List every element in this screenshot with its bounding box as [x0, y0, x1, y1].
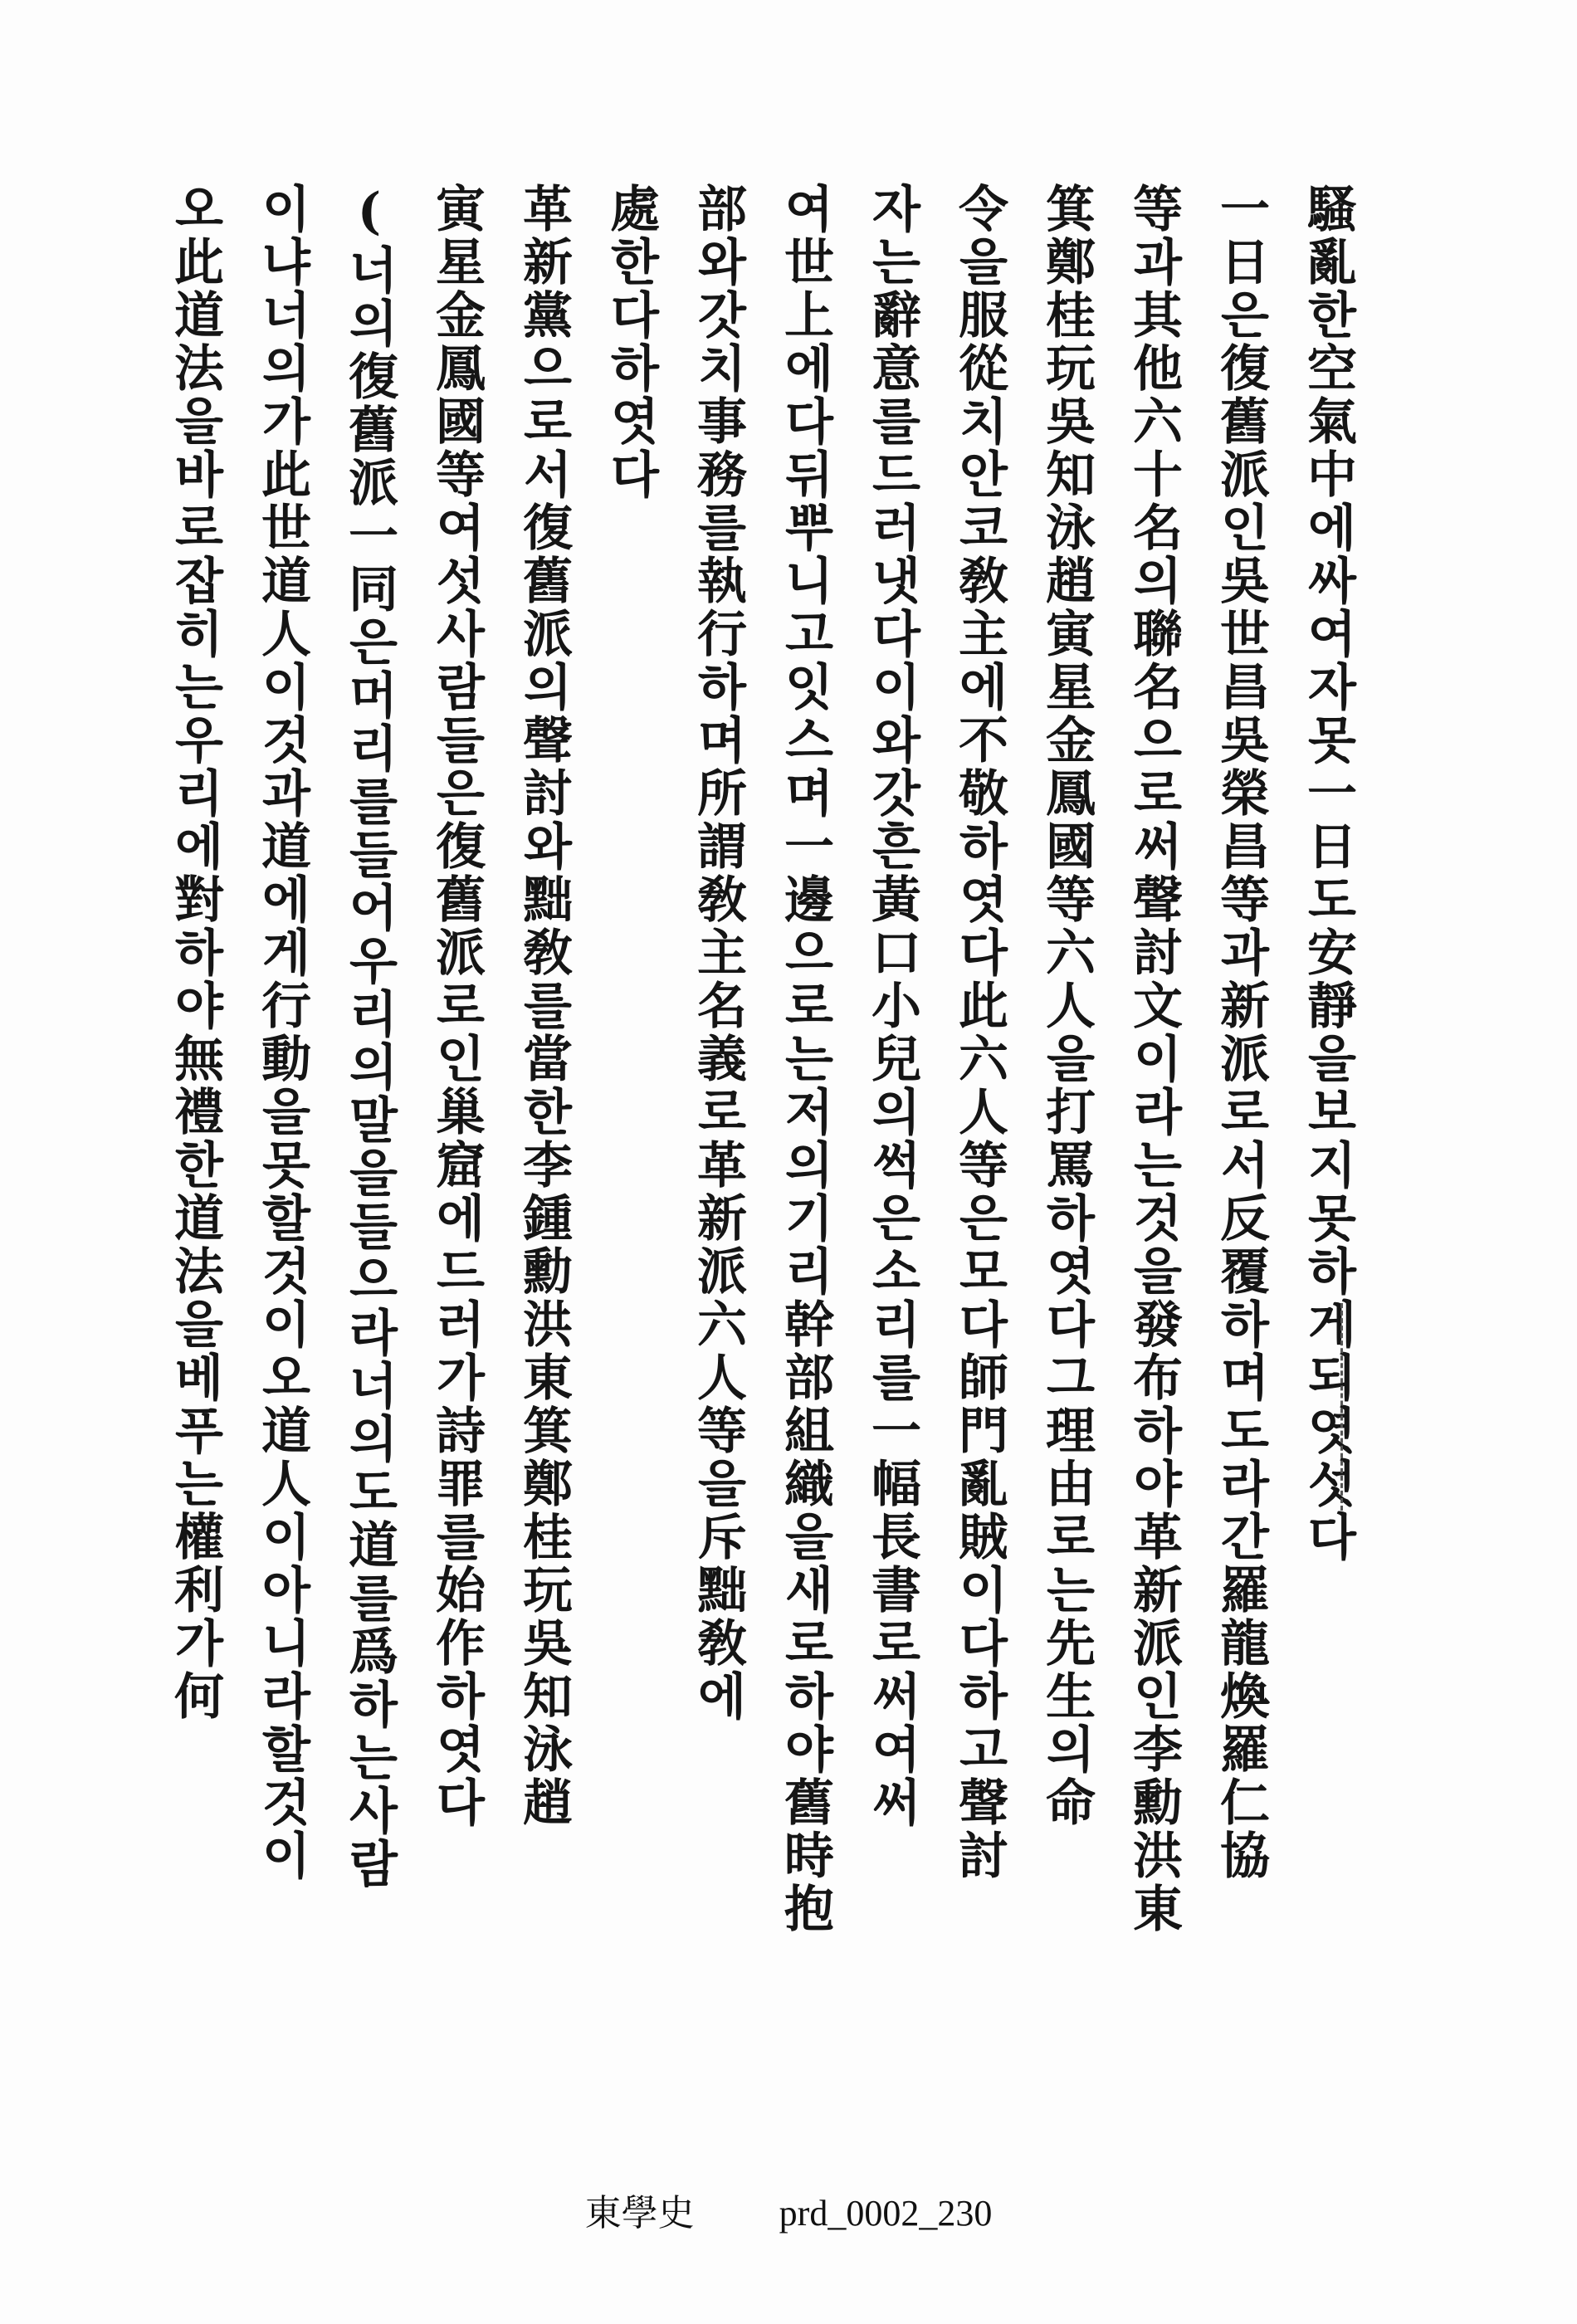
- text-column-6: 자는辭意를드러냇다이와갓흔黃口小兒의썩은소리를一幅長書로써여써: [863, 183, 921, 1829]
- margin-dash-rule: [1340, 1303, 1345, 1511]
- footer-page-id: prd_0002_230: [779, 2193, 993, 2234]
- text-column-2: 一日은復舊派인吳世昌吳榮昌等과新派로서反覆하며도라간羅龍煥羅仁協: [1212, 183, 1270, 1882]
- text-column-8: 部와갓치事務를執行하며所謂敎主名義로革新派六人等을斥黜敎에: [689, 183, 747, 1723]
- text-column-13: 이냐너의가此世道人이것과道에게行動을못할것이오道人이아니라할것이: [253, 183, 311, 1882]
- text-column-1: 騷亂한空氣中에싸여자못一日도安靜을보지못하게되엿섯다: [1299, 183, 1357, 1564]
- footer-book-title: 東學史: [584, 2193, 695, 2234]
- manuscript-text-block: [124, 183, 1370, 2009]
- text-column-5: 令을服從치안코敎主에不敬하엿다此六人等은모다師門亂賊이다하고聲討: [950, 183, 1008, 1882]
- text-column-12: (너의復舊派一同은머리를들어우리의말을들으라너의도道를爲하는사람: [340, 183, 398, 1891]
- text-column-3: 等과其他六十名의聯名으로써聲討文이라는것을發布하야革新派인李勳洪東: [1125, 183, 1183, 1936]
- text-column-11: 寅星金鳳國等여섯사람들은復舊派로인巢窟에드러가詩罪를始作하엿다: [427, 183, 486, 1829]
- text-column-9: 處한다하엿다: [602, 183, 660, 501]
- text-column-7: 여世上에다뒤뿌니고잇스며一邊으로는저의기리幹部組織을새로하야舊時抱: [776, 183, 834, 1936]
- page-footer: [0, 2183, 1577, 2236]
- text-column-4: 箕鄭桂玩吳知泳趙寅星金鳳國等六人을打罵하엿다그理由로는先生의命: [1038, 183, 1096, 1829]
- text-column-10: 革新黨으로서復舊派의聲討와黜敎를當한李鍾勳洪東箕鄭桂玩吳知泳趙: [515, 183, 573, 1829]
- text-column-14: 오此道法을바로잡히는우리에對하야無禮한道法을베푸는權利가何: [166, 183, 224, 1723]
